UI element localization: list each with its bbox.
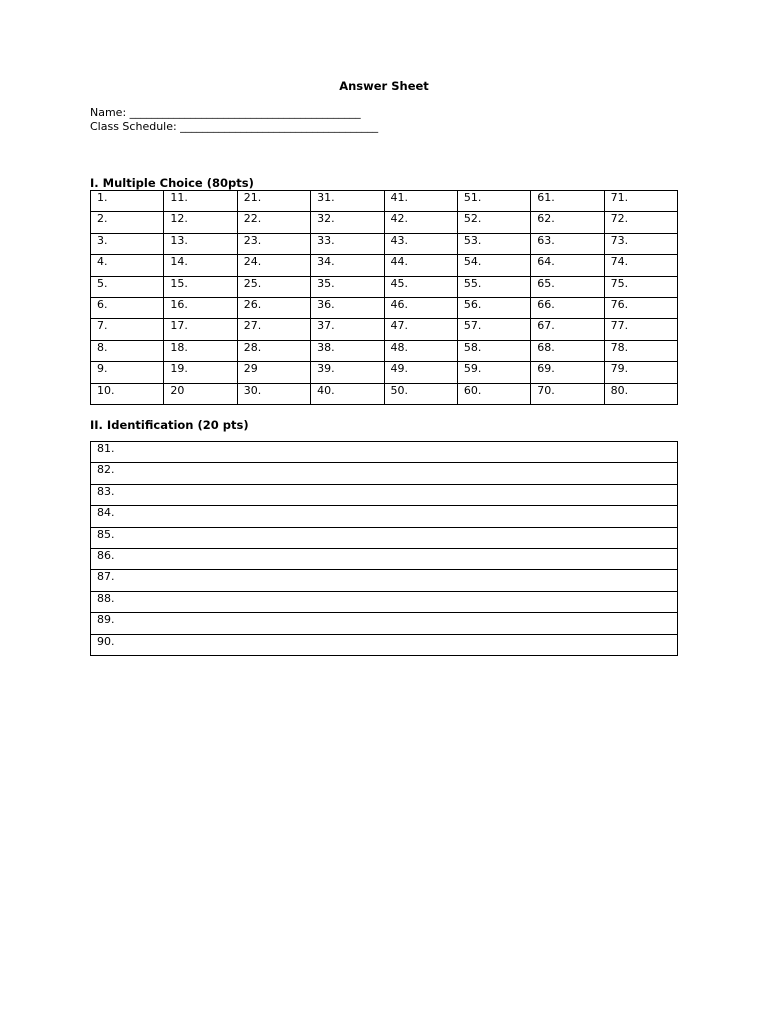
answer-cell: 75. [604,276,677,297]
answer-cell: 57. [457,319,530,340]
answer-cell: 32. [311,212,384,233]
answer-cell: 56. [457,297,530,318]
table-row [91,463,678,484]
identification-cell: 81. [91,442,678,463]
answer-cell: 51. [457,191,530,212]
table-row [91,591,678,612]
answer-cell: 33. [311,233,384,254]
table-row [91,570,678,591]
table-row [91,634,678,655]
answer-cell: 48. [384,340,457,361]
answer-cell: 41. [384,191,457,212]
answer-cell: 69. [531,362,604,383]
multiple-choice-heading: I. Multiple Choice (80pts) [90,176,254,190]
identification-cell: 89. [91,613,678,634]
answer-cell: 36. [311,297,384,318]
answer-cell: 34. [311,255,384,276]
answer-cell: 66. [531,297,604,318]
class-schedule-field: Class Schedule: ____________________________________ [90,120,379,133]
answer-cell: 70. [531,383,604,404]
answer-cell: 10. [91,383,164,404]
answer-cell: 37. [311,319,384,340]
answer-cell: 39. [311,362,384,383]
answer-cell: 31. [311,191,384,212]
answer-cell: 22. [237,212,310,233]
answer-cell: 27. [237,319,310,340]
answer-cell: 60. [457,383,530,404]
answer-cell: 21. [237,191,310,212]
answer-cell: 8. [91,340,164,361]
answer-cell: 43. [384,233,457,254]
answer-cell: 79. [604,362,677,383]
answer-cell: 18. [164,340,237,361]
identification-heading: II. Identification (20 pts) [90,418,249,432]
answer-cell: 24. [237,255,310,276]
answer-cell: 77. [604,319,677,340]
table-row [91,191,678,212]
page-title: Answer Sheet [339,79,429,93]
answer-cell: 16. [164,297,237,318]
answer-cell: 20 [164,383,237,404]
answer-cell: 49. [384,362,457,383]
answer-cell: 13. [164,233,237,254]
table-row [91,340,678,361]
table-row [91,276,678,297]
table-row [91,233,678,254]
identification-cell: 90. [91,634,678,655]
answer-cell: 11. [164,191,237,212]
answer-cell: 44. [384,255,457,276]
answer-cell: 23. [237,233,310,254]
answer-cell: 72. [604,212,677,233]
answer-cell: 78. [604,340,677,361]
answer-cell: 17. [164,319,237,340]
answer-cell: 62. [531,212,604,233]
identification-cell: 85. [91,527,678,548]
answer-cell: 65. [531,276,604,297]
answer-cell: 58. [457,340,530,361]
answer-cell: 25. [237,276,310,297]
answer-cell: 46. [384,297,457,318]
table-row [91,484,678,505]
answer-cell: 67. [531,319,604,340]
answer-cell: 40. [311,383,384,404]
table-row [91,212,678,233]
identification-cell: 87. [91,570,678,591]
answer-cell: 45. [384,276,457,297]
table-row [91,527,678,548]
answer-cell: 42. [384,212,457,233]
answer-cell: 71. [604,191,677,212]
identification-cell: 82. [91,463,678,484]
answer-cell: 15. [164,276,237,297]
table-row [91,548,678,569]
answer-cell: 2. [91,212,164,233]
answer-cell: 35. [311,276,384,297]
answer-cell: 30. [237,383,310,404]
answer-cell: 64. [531,255,604,276]
answer-cell: 9. [91,362,164,383]
answer-cell: 1. [91,191,164,212]
table-row [91,613,678,634]
answer-cell: 47. [384,319,457,340]
answer-cell: 19. [164,362,237,383]
identification-cell: 88. [91,591,678,612]
table-row [91,506,678,527]
table-row [91,297,678,318]
table-row [91,383,678,404]
answer-cell: 73. [604,233,677,254]
answer-cell: 14. [164,255,237,276]
answer-cell: 53. [457,233,530,254]
answer-cell: 55. [457,276,530,297]
answer-cell: 29 [237,362,310,383]
name-field: Name: __________________________________________ [90,106,361,119]
answer-cell: 7. [91,319,164,340]
answer-cell: 12. [164,212,237,233]
answer-cell: 59. [457,362,530,383]
answer-cell: 61. [531,191,604,212]
answer-cell: 5. [91,276,164,297]
identification-cell: 83. [91,484,678,505]
answer-cell: 80. [604,383,677,404]
answer-cell: 74. [604,255,677,276]
answer-cell: 28. [237,340,310,361]
answer-cell: 68. [531,340,604,361]
answer-cell: 50. [384,383,457,404]
answer-cell: 4. [91,255,164,276]
answer-cell: 52. [457,212,530,233]
answer-cell: 63. [531,233,604,254]
identification-cell: 84. [91,506,678,527]
answer-cell: 38. [311,340,384,361]
identification-table [90,441,678,656]
identification-cell: 86. [91,548,678,569]
table-row [91,255,678,276]
table-row [91,442,678,463]
answer-cell: 26. [237,297,310,318]
answer-cell: 6. [91,297,164,318]
answer-cell: 3. [91,233,164,254]
table-row [91,319,678,340]
answer-cell: 54. [457,255,530,276]
multiple-choice-table [90,190,678,405]
table-row [91,362,678,383]
answer-cell: 76. [604,297,677,318]
